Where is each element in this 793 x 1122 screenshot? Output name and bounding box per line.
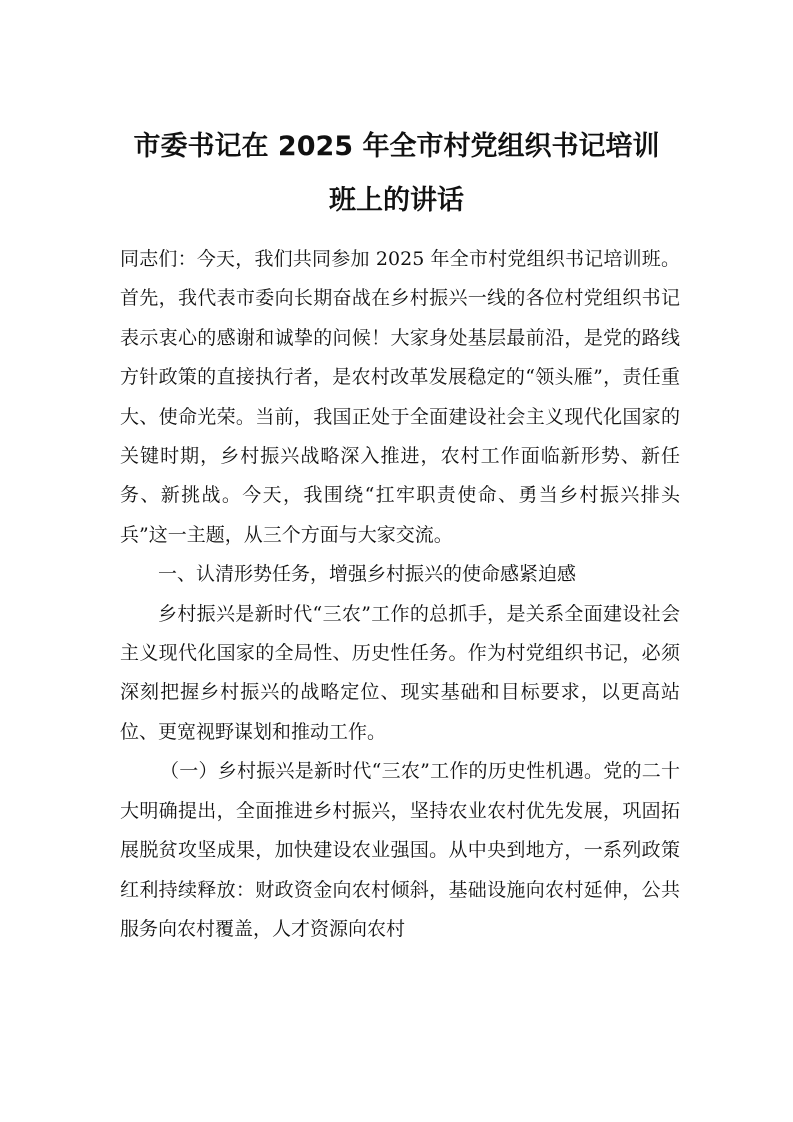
paragraph-section-1-intro: 乡村振兴是新时代“三农”工作的总抓手，是关系全面建设社会主义现代化国家的全局性、历史性任务。作为村党组织书记，必须深刻把握乡村振兴的战略定位、现实基础和目标要求，以更高站位、更宽视野谋划和推动工作。 (120, 602, 680, 743)
document-body (120, 240, 680, 949)
title-line-1: 市委书记在 2025 年全市村党组织书记培训 (133, 131, 660, 162)
title-line-2: 班上的讲话 (329, 185, 464, 216)
document-title (90, 120, 703, 228)
paragraph-subsection-1: （一）乡村振兴是新时代“三农”工作的历史性机遇。党的二十大明确提出，全面推进乡村振兴，坚持农业农村优先发展，巩固拓展脱贫攻坚成果，加快建设农业强国。从中央到地方，一系列政策红利持续释放：财政资金向农村倾斜，基础设施向农村延伸，公共服务向农村覆盖，人才资源向农村 (120, 760, 680, 940)
section-heading-1: 一、认清形势任务，增强乡村振兴的使命感紧迫感 (158, 563, 577, 586)
paragraph-opening: 同志们：今天，我们共同参加 2025 年全市村党组织书记培训班。首先，我代表市委向长期奋战在乡村振兴一线的各位村党组织书记表示衷心的感谢和诚挚的问候！大家身处基层最前沿，是党的路线方针政策的直接执行者，是农村改革发展稳定的“领头雁”，责任重大、使命光荣。当前，我国正处于全面建设社会主义现代化国家的关键时期，乡村振兴战略深入推进，农村工作面临新形势、新任务、新挑战。今天，我围绕“扛牢职责使命、勇当乡村振兴排头兵”这一主题，从三个方面与大家交流。 (120, 248, 680, 546)
